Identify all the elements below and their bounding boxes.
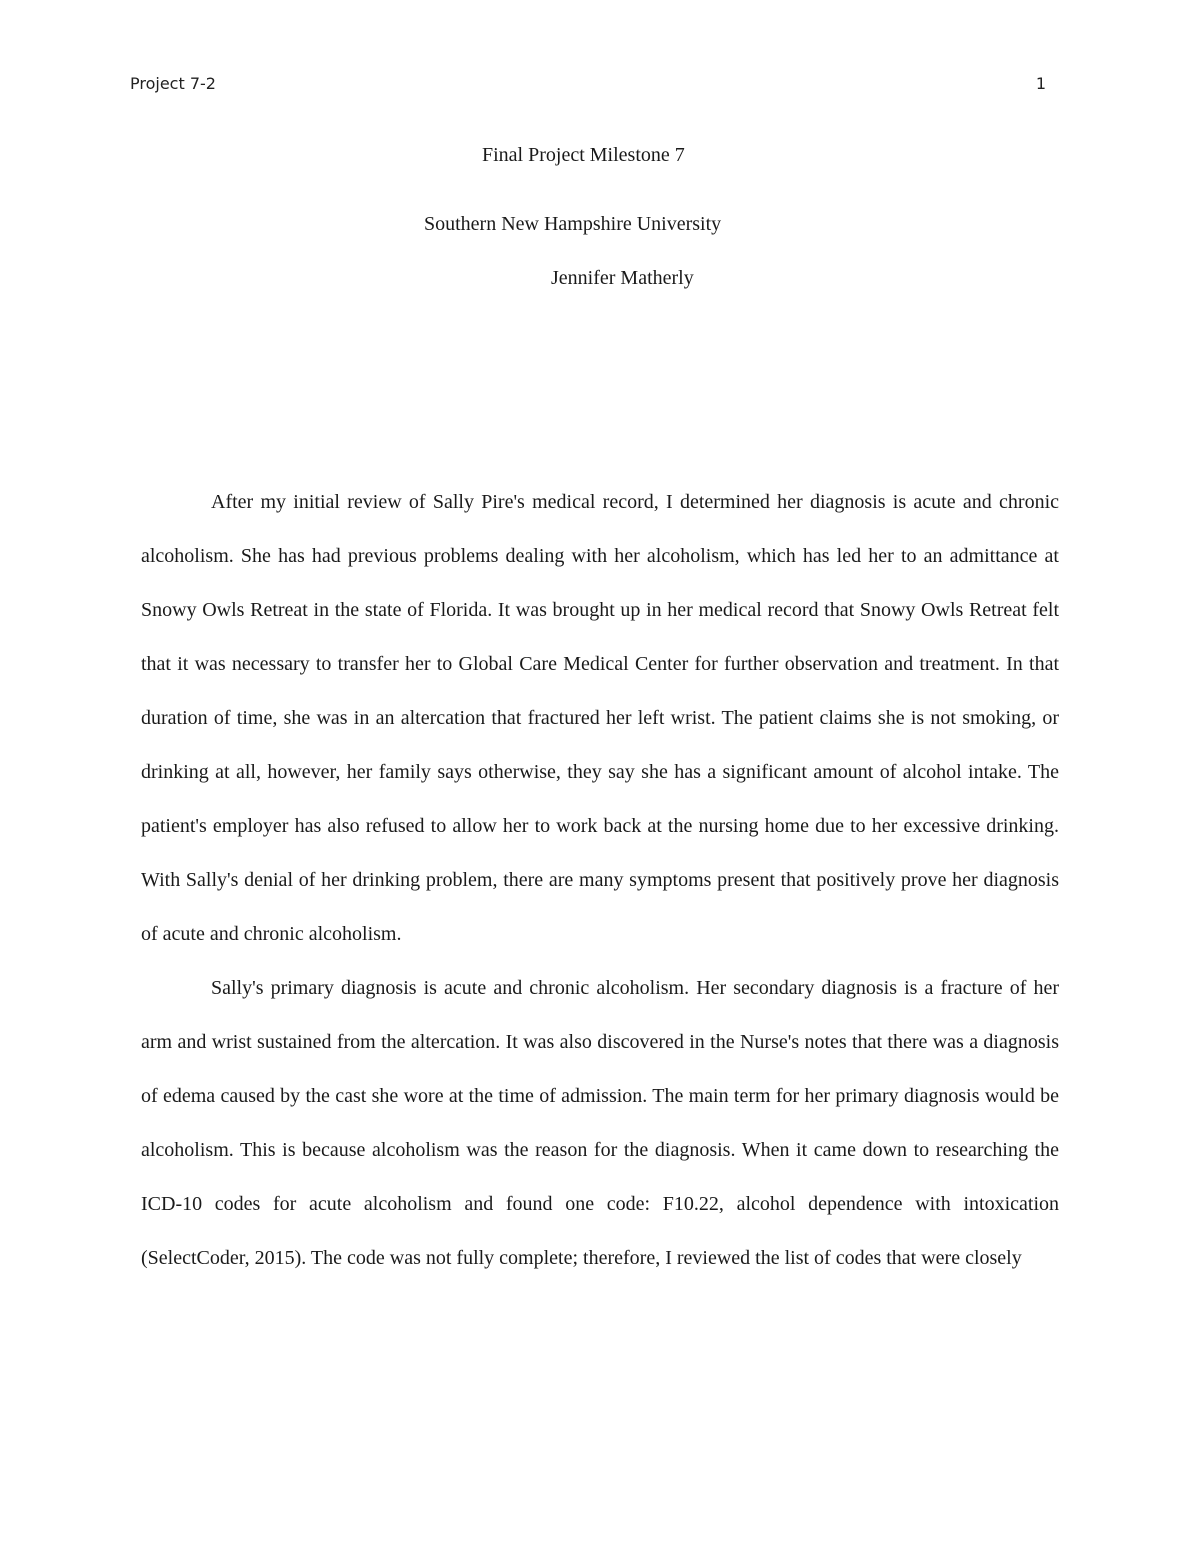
body-text <box>141 475 1059 1285</box>
author-name: Jennifer Matherly <box>551 267 694 289</box>
running-head: Project 7-2 <box>130 74 216 93</box>
institution-name: Southern New Hampshire University <box>424 213 722 235</box>
page-number: 1 <box>1035 74 1046 93</box>
paper-title: Final Project Milestone 7 <box>482 144 685 166</box>
paragraph-2: Sally's primary diagnosis is acute and chronic alcoholism. Her secondary diagnosis is a fracture of her arm and wrist sustained from the altercation. It was also discovered in the Nurse's notes that there was a diagnosis of edema caused by the cast she wore at the time of admission. The main term for her primary diagnosis would be alcoholism. This is because alcoholism was the reason for the diagnosis. When it came down to researching the ICD-10 codes for acute alcoholism and found one code: F10.22, alcohol dependence with intoxication (SelectCoder, 2015). The code was not fully complete; therefore, I reviewed the list of codes that were closely <box>141 977 1059 1269</box>
paragraph-1: After my initial review of Sally Pire's medical record, I determined her diagnosis is acute and chronic alcoholism. She has had previous problems dealing with her alcoholism, which has led her to an admittance at Snowy Owls Retreat in the state of Florida. It was brought up in her medical record that Snowy Owls Retreat felt that it was necessary to transfer her to Global Care Medical Center for further observation and treatment. In that duration of time, she was in an altercation that fractured her left wrist. The patient claims she is not smoking, or drinking at all, however, her family says otherwise, they say she has a significant amount of alcohol intake. The patient's employer has also refused to allow her to work back at the nursing home due to her excessive drinking. With Sally's denial of her drinking problem, there are many symptoms present that positively prove her diagnosis of acute and chronic alcoholism. <box>141 491 1059 945</box>
